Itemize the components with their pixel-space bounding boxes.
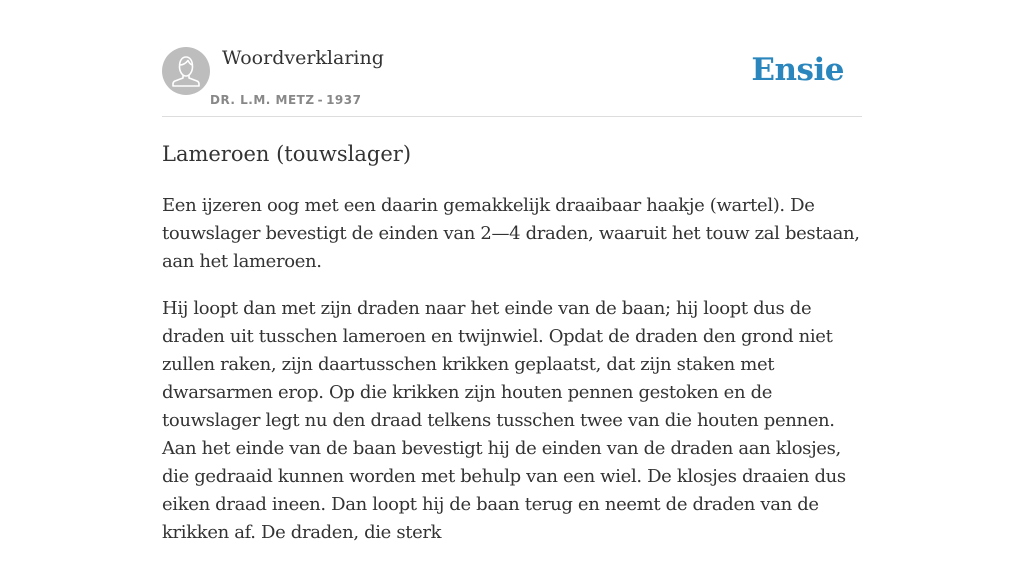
author-name[interactable]: Woordverklaring <box>222 47 384 69</box>
avatar[interactable] <box>162 47 210 95</box>
paragraph: Een ijzeren oog met een daarin gemakkelijk draaibaar haakje (wartel). De touwslager bevestigt de einden van 2—4 draden, waaruit het touw zal bestaan, aan het lameroen. <box>162 195 860 272</box>
article-body <box>162 192 864 566</box>
source-separator: - <box>317 93 324 107</box>
paragraph: Hij loopt dan met zijn draden naar het einde van de baan; hij loopt dus de draden uit tusschen lameroen en twijnwiel. Opdat de draden den grond niet zullen raken, zijn daartusschen krikken geplaatst, dat zijn staken met dwarsarmen erop. Op die krikken zijn houten pennen gestoken en de touwslager legt nu den draad telkens tusschen twee van die houten pennen. Aan het einde van de baan bevestigt hij de einden van de draden aan klosjes, die gedraaid kunnen worden met behulp van een wiel. De klosjes draaien dus eiken draad ineen. Dan loopt hij de baan terug en neemt de draden van de krikken af. De draden, die sterk <box>162 298 846 543</box>
user-silhouette-icon <box>162 47 210 95</box>
header <box>162 46 862 117</box>
source-line <box>210 93 361 107</box>
article-title: Lameroen (touwslager) <box>162 142 412 166</box>
source-name: DR. L.M. METZ <box>210 93 315 107</box>
ensie-logo[interactable]: Ensie <box>751 52 844 88</box>
source-year: 1937 <box>326 93 362 107</box>
